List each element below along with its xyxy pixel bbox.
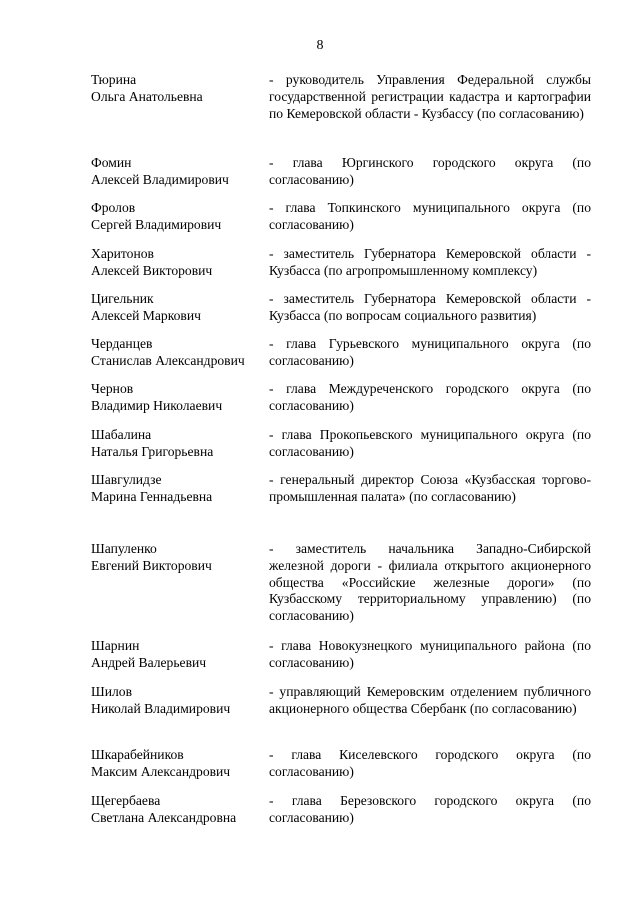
member-surname: Чернов [91, 381, 134, 396]
member-role: - глава Киселевского городского округа (по согласованию) [269, 747, 591, 779]
member-name [91, 638, 266, 672]
member-surname: Шарнин [91, 638, 140, 653]
member-name [91, 72, 266, 106]
member-given-names: Максим Александрович [91, 763, 231, 779]
member-given-names: Ольга Анатольевна [91, 88, 203, 104]
member-role: - руководитель Управления Федеральной службы государственной регистрации кадастра и картографии по Кемеровской области - Кузбассу (по согласованию) [269, 72, 591, 121]
member-role: - глава Юргинского городского округа (по согласованию) [269, 155, 591, 187]
member-given-names: Алексей Владимирович [91, 171, 229, 187]
member-surname: Шабалина [91, 427, 152, 442]
member-surname: Шилов [91, 684, 132, 699]
member-role: - заместитель Губернатора Кемеровской области - Кузбасса (по агропромышленному комплексу) [269, 246, 591, 278]
member-name [91, 291, 266, 325]
member-role: - заместитель Губернатора Кемеровской области - Кузбасса (по вопросам социального развития) [269, 291, 591, 323]
member-name [91, 793, 266, 827]
member-role: - глава Новокузнецкого муниципального района (по согласованию) [269, 638, 591, 670]
member-name [91, 427, 266, 461]
member-surname: Шапуленко [91, 541, 157, 556]
member-surname: Тюрина [91, 72, 137, 87]
member-surname: Харитонов [91, 246, 154, 261]
member-name [91, 200, 266, 234]
member-given-names: Николай Владимирович [91, 700, 231, 716]
member-role: - глава Топкинского муниципального округа (по согласованию) [269, 200, 591, 232]
member-role: - глава Прокопьевского муниципального округа (по согласованию) [269, 427, 591, 459]
member-surname: Шавгулидзе [91, 472, 162, 487]
member-given-names: Наталья Григорьевна [91, 443, 214, 459]
member-name [91, 381, 266, 415]
member-given-names: Алексей Викторович [91, 262, 213, 278]
member-surname: Фомин [91, 155, 132, 170]
member-name [91, 246, 266, 280]
member-surname: Щегербаева [91, 793, 161, 808]
member-name [91, 472, 266, 506]
member-given-names: Алексей Маркович [91, 307, 201, 323]
member-given-names: Светлана Александровна [91, 809, 237, 825]
member-role: - глава Березовского городского округа (по согласованию) [269, 793, 591, 825]
member-role: - управляющий Кемеровским отделением публичного акционерного общества Сбербанк (по согласованию) [269, 684, 591, 716]
member-name [91, 155, 266, 189]
member-name [91, 684, 266, 718]
member-given-names: Сергей Владимирович [91, 216, 222, 232]
member-given-names: Станислав Александрович [91, 352, 245, 368]
member-name [91, 336, 266, 370]
member-role: - глава Гурьевского муниципального округа (по согласованию) [269, 336, 591, 368]
member-surname: Фролов [91, 200, 136, 215]
member-role: - генеральный директор Союза «Кузбасская торгово-промышленная палата» (по согласованию) [269, 472, 591, 504]
member-given-names: Евгений Викторович [91, 557, 212, 573]
member-role: - заместитель начальника Западно-Сибирской железной дороги - филиала открытого акционерного общества «Российские железные дороги» (по Кузбасскому территориальному управлению) (по согласованию) [269, 541, 591, 624]
member-given-names: Андрей Валерьевич [91, 654, 207, 670]
member-surname: Шкарабейников [91, 747, 184, 762]
page-number: 8 [316, 38, 324, 53]
member-surname: Черданцев [91, 336, 153, 351]
member-surname: Цигельник [91, 291, 154, 306]
member-role: - глава Междуреченского городского округа (по согласованию) [269, 381, 591, 413]
member-given-names: Владимир Николаевич [91, 397, 223, 413]
member-given-names: Марина Геннадьевна [91, 488, 213, 504]
member-name [91, 541, 266, 575]
member-name [91, 747, 266, 781]
